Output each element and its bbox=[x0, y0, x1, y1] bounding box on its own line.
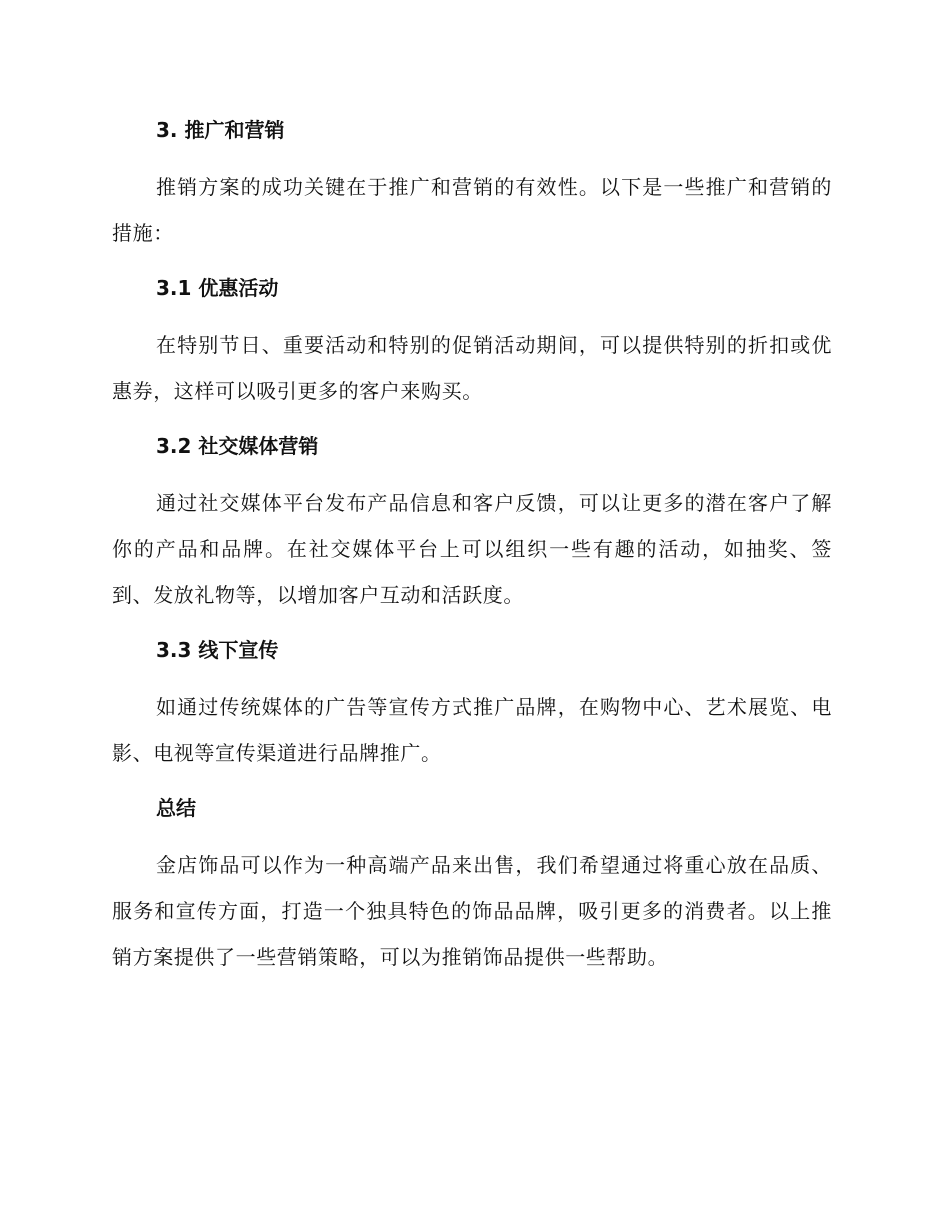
paragraph-discount-activities: 在特别节日、重要活动和特别的促销活动期间，可以提供特别的折扣或优惠券，这样可以吸引更多的客户来购买。 bbox=[112, 333, 832, 403]
paragraph-promotion-intro: 推销方案的成功关键在于推广和营销的有效性。以下是一些推广和营销的措施： bbox=[112, 175, 832, 245]
section-heading-discount-activities: 3.1 优惠活动 bbox=[156, 276, 279, 300]
section-heading-offline-promotion: 3.3 线下宣传 bbox=[156, 638, 279, 662]
document-page bbox=[112, 110, 832, 992]
section-heading-summary: 总结 bbox=[156, 796, 196, 820]
section-heading-social-media: 3.2 社交媒体营销 bbox=[156, 434, 319, 458]
section-heading-promotion-marketing: 3. 推广和营销 bbox=[156, 118, 285, 142]
paragraph-summary: 金店饰品可以作为一种高端产品来出售，我们希望通过将重心放在品质、服务和宣传方面，打造一个独具特色的饰品品牌，吸引更多的消费者。以上推销方案提供了一些营销策略，可以为推销饰品提供一些帮助。 bbox=[112, 853, 832, 969]
paragraph-offline-promotion: 如通过传统媒体的广告等宣传方式推广品牌，在购物中心、艺术展览、电影、电视等宣传渠道进行品牌推广。 bbox=[112, 695, 832, 765]
paragraph-social-media: 通过社交媒体平台发布产品信息和客户反馈，可以让更多的潜在客户了解你的产品和品牌。在社交媒体平台上可以组织一些有趣的活动，如抽奖、签到、发放礼物等，以增加客户互动和活跃度。 bbox=[112, 491, 832, 607]
